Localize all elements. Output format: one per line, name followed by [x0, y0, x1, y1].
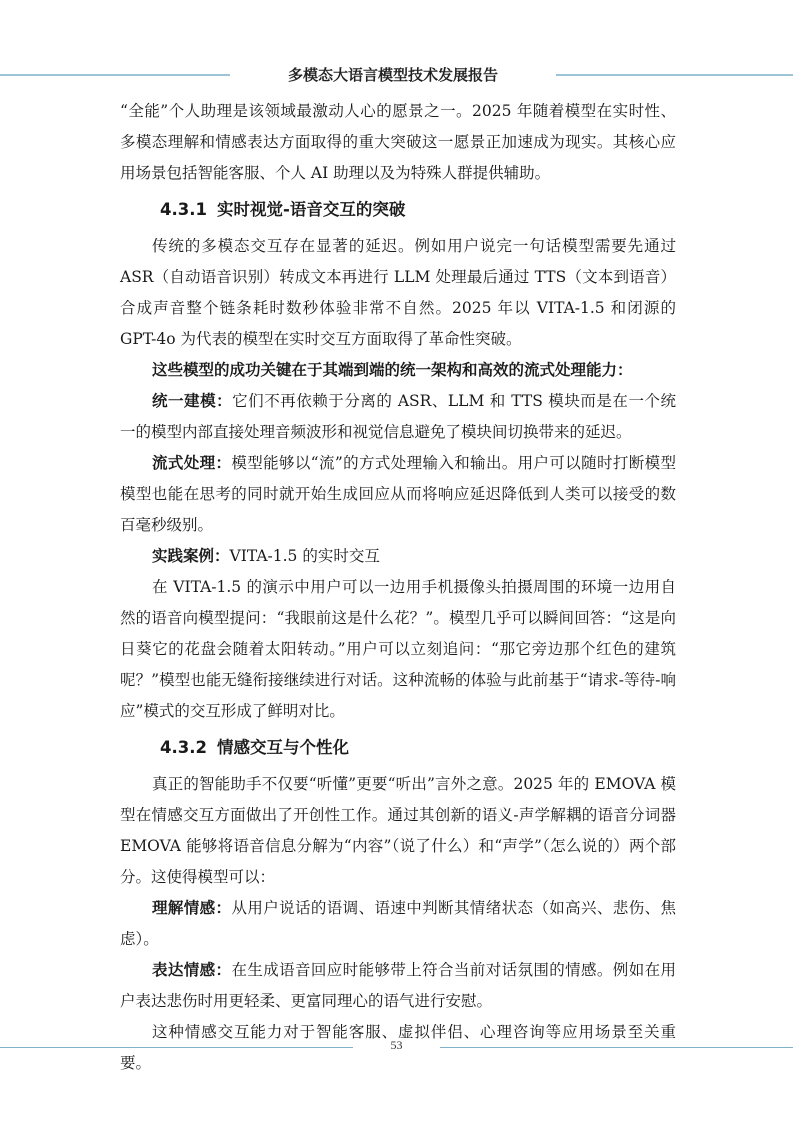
section-heading-4-3-2: [120, 731, 676, 765]
header-rule-left: [0, 74, 230, 76]
section1-paragraph: 传统的多模态交互存在显著的延迟。例如用户说完一句话模型需要先通过 ASR（自动语音识别）转成文本再进行 LLM 处理最后通过 TTS（文本到语音）合成声音整个链条耗时数秒体验非常不自然。2025 年以 VITA-1.5 和闭源的 GPT-4o 为代表的模型在实时交互方面取得了革命性突破。: [120, 237, 676, 348]
understand-emotion-item: [120, 893, 676, 955]
item-text: 从用户说话的语调、语速中判断其情绪状态（如高兴、悲伤、焦虑）。: [120, 899, 676, 948]
key-statement: 这些模型的成功关键在于其端到端的统一架构和高效的流式处理能力：: [152, 361, 633, 379]
header-title: 多模态大语言模型技术发展报告: [287, 66, 498, 84]
item-label: 流式处理：: [152, 454, 232, 472]
section2-paragraph: 真正的智能助手不仅要“听懂”更要“听出”言外之意。2025 年的 EMOVA 模型在情感交互方面做出了开创性工作。通过其创新的语义-声学解耦的语音分词器 EMOVA 能够将语音信息分解为“内容”（说了什么）和“声学”（怎么说的）两个部分。这使得模型可以：: [120, 775, 676, 886]
item-label: 实践案例：: [152, 547, 230, 565]
streaming-item: [120, 448, 676, 541]
item-label: 统一建模：: [152, 392, 233, 410]
section-number: 4.3.1: [160, 200, 207, 219]
case-study-title: [120, 541, 676, 572]
page-body: [120, 96, 676, 1079]
closing-paragraph: 这种情感交互能力对于智能客服、虚拟伴侣、心理咨询等应用场景至关重要。: [120, 1023, 676, 1072]
section-number: 4.3.2: [160, 738, 207, 757]
section-title: 实时视觉-语音交互的突破: [216, 200, 406, 219]
page-footer: [0, 1036, 793, 1060]
footer-rule-left: [0, 1047, 353, 1048]
intro-paragraph: “全能”个人助理是该领域最激动人心的愿景之一。2025 年随着模型在实时性、多模态理解和情感表达方面取得的重大突破这一愿景正加速成为现实。其核心应用场景包括智能客服、个人 AI 助理以及为特殊人群提供辅助。: [120, 102, 676, 182]
item-label: 理解情感：: [152, 899, 232, 917]
express-emotion-item: [120, 955, 676, 1017]
header-rule-right: [556, 74, 793, 76]
section-heading-4-3-1: [120, 193, 676, 227]
case-study-paragraph: 在 VITA-1.5 的演示中用户可以一边用手机摄像头拍摄周围的环境一边用自然的语音向模型提问：“我眼前这是什么花？”。模型几乎可以瞬间回答：“这是向日葵它的花盘会随着太阳转动。”用户可以立刻追问：“那它旁边那个红色的建筑呢？”模型也能无缝衔接继续进行对话。这种流畅的体验与此前基于“请求-等待-响应”模式的交互形成了鲜明对比。: [120, 578, 676, 720]
item-text: 模型能够以“流”的方式处理输入和输出。用户可以随时打断模型模型也能在思考的同时就开始生成回应从而将响应延迟降低到人类可以接受的数百毫秒级别。: [120, 454, 676, 534]
item-label: 表达情感：: [152, 961, 232, 979]
item-text: 它们不再依赖于分离的 ASR、LLM 和 TTS 模块而是在一个统一的模型内部直接处理音频波形和视觉信息避免了模块间切换带来的延迟。: [120, 392, 676, 441]
page-number: 53: [390, 1038, 403, 1052]
item-text: VITA-1.5 的实时交互: [229, 547, 380, 565]
unified-modeling-item: [120, 386, 676, 448]
page-header: [0, 62, 793, 88]
section-title: 情感交互与个性化: [216, 738, 349, 757]
footer-rule-right: [440, 1047, 793, 1048]
item-text: 在生成语音回应时能够带上符合当前对话氛围的情感。例如在用户表达悲伤时用更轻柔、更富同理心的语气进行安慰。: [120, 961, 676, 1010]
